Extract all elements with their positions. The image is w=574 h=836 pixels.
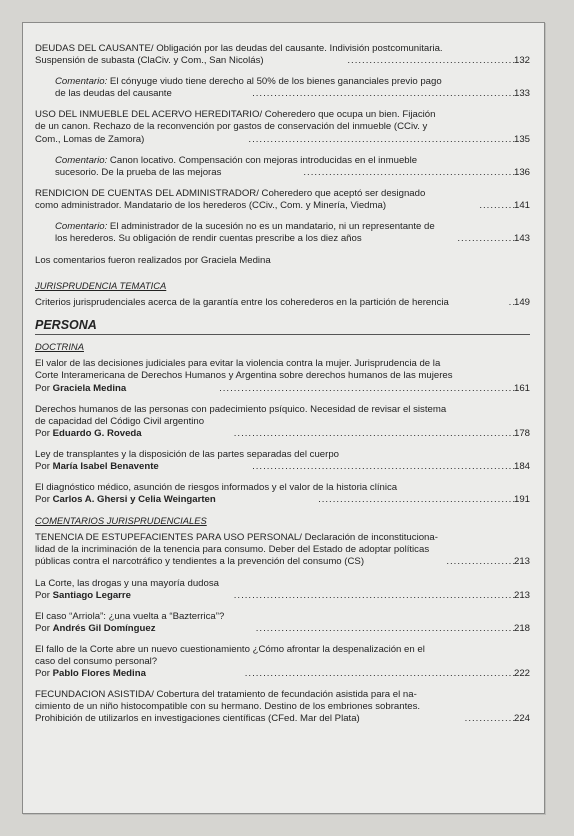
page-number: 184	[513, 460, 530, 472]
entry-text: El valor de las decisiones judiciales para evitar la violencia contra la mujer. Jurisprudencia de la	[35, 358, 441, 370]
toc-entry	[35, 404, 530, 440]
toc-entry	[35, 155, 530, 179]
entry-text: de las deudas del causante	[55, 88, 172, 100]
entry-text-line	[35, 556, 530, 568]
entry-text-line	[35, 121, 530, 133]
author-name: María Isabel Benavente	[52, 460, 159, 472]
toc-entry	[35, 611, 530, 635]
toc-entry	[35, 482, 530, 506]
entry-text: Com., Lomas de Zamora)	[35, 133, 145, 145]
page-number: 149	[513, 297, 530, 309]
author-line	[35, 668, 530, 680]
toc-entry	[35, 221, 530, 245]
entry-text-line	[35, 134, 530, 146]
entry-text-line	[35, 404, 530, 416]
author-line	[35, 461, 530, 473]
author-line	[35, 623, 530, 635]
leader-dots: .........................................................................	[248, 133, 516, 145]
entry-text-line	[35, 358, 530, 370]
section-heading-doctrina: DOCTRINA	[35, 341, 84, 353]
entry-text-line	[35, 644, 530, 656]
toc-entry	[35, 188, 530, 212]
page-number: 213	[513, 556, 530, 568]
toc-entry	[35, 449, 530, 473]
page-number: 218	[513, 622, 530, 634]
entry-text: Criterios jurisprudenciales acerca de la garantía entre los coherederos en la partición de herencia	[35, 297, 449, 309]
entry-text-line	[35, 188, 530, 200]
author-prefix: Por	[35, 382, 53, 394]
entry-text: cimiento de un niño histocompatible con su hermano. Destino de los embriones sobrantes.	[35, 701, 421, 713]
leader-dots: .............................................................................	[233, 427, 516, 439]
leader-dots: .................................................................................	[219, 382, 516, 394]
comments-note: Los comentarios fueron realizados por Graciela Medina	[35, 255, 271, 267]
entry-text: públicas contra el narcotráfico y tendientes a la prevención del consumo (CS)	[35, 556, 365, 568]
leader-dots: ..............	[464, 713, 516, 725]
comment-text: El administrador de la sucesión no es un mandatario, ni un representante de	[107, 221, 435, 233]
author-prefix: Por	[35, 622, 53, 634]
entry-text: como administrador. Mandatario de los herederos (CCiv., Com. y Minería, Viedma)	[35, 199, 387, 211]
entry-text: El diagnóstico médico, asunción de riesgos informados y el valor de la historia clínica	[35, 482, 398, 494]
toc-entry	[35, 689, 530, 725]
author-line	[35, 590, 530, 602]
entry-text-line	[35, 544, 530, 556]
entry-text: Prohibición de utilizarlos en investigaciones científicas (CFed. Mar del Plata)	[35, 713, 360, 725]
leader-dots: ................	[457, 233, 516, 245]
entry-text: Ley de transplantes y la disposición de las partes separadas del cuerpo	[35, 448, 339, 460]
entry-text: USO DEL INMUEBLE DEL ACERVO HEREDITARIO/ Coheredero que ocupa un bien. Fijación	[35, 109, 436, 121]
author-name: Andrés Gil Domínguez	[52, 622, 156, 634]
author-line	[35, 494, 530, 506]
toc-entry	[35, 43, 530, 67]
table-of-contents	[35, 43, 530, 734]
entry-text-line	[35, 611, 530, 623]
entry-text: El fallo de la Corte abre un nuevo cuestionamiento ¿Cómo afrontar la despenalización en el	[35, 643, 425, 655]
section-title-persona: PERSONA	[35, 318, 530, 335]
index-page	[22, 22, 545, 814]
toc-entry	[35, 109, 530, 145]
leader-dots: ..	[508, 297, 516, 309]
comment-label: Comentario:	[55, 154, 108, 166]
leader-dots: .............................................................................	[233, 589, 516, 601]
toc-entry	[35, 76, 530, 100]
comment-label: Comentario:	[55, 221, 108, 233]
entry-text-line	[35, 167, 530, 179]
page-number: 213	[513, 589, 530, 601]
entry-text: caso del consumo personal?	[35, 656, 158, 667]
toc-entry	[35, 358, 530, 394]
page-number: 178	[513, 427, 530, 439]
page-number: 191	[513, 494, 530, 506]
entry-text-line	[35, 713, 530, 725]
entry-text-line	[35, 701, 530, 713]
author-prefix: Por	[35, 460, 53, 472]
comment-label: Comentario:	[55, 76, 108, 88]
page-number: 143	[513, 233, 530, 245]
author-line	[35, 383, 530, 395]
entry-text-line	[35, 532, 530, 544]
entry-text: El caso “Arriola”: ¿una vuelta a “Bazterrica”?	[35, 610, 225, 622]
entry-text: DEUDAS DEL CAUSANTE/ Obligación por las deudas del causante. Indivisión postcomunitaria.	[35, 43, 443, 54]
author-name: Graciela Medina	[52, 382, 127, 394]
entry-text: de capacidad del Código Civil argentino	[35, 415, 205, 427]
comment-text: Canon locativo. Compensación con mejoras introducidas en el inmueble	[107, 154, 418, 166]
author-name: Eduardo G. Roveda	[52, 427, 142, 439]
author-name: Pablo Flores Medina	[52, 668, 146, 680]
author-prefix: Por	[35, 494, 53, 506]
entry-text: RENDICION DE CUENTAS DEL ADMINISTRADOR/ Coheredero que aceptó ser designado	[35, 187, 426, 199]
author-prefix: Por	[35, 427, 53, 439]
page-number: 135	[513, 133, 530, 145]
page-number: 141	[513, 199, 530, 211]
entry-text: TENENCIA DE ESTUPEFACIENTES PARA USO PERSONAL/ Declaración de inconstituciona-	[35, 532, 438, 544]
entry-text: Suspensión de subasta (ClaCiv. y Com., San Nicolás)	[35, 55, 264, 67]
leader-dots: ...................	[446, 556, 516, 568]
entry-text: sucesorio. De la prueba de las mejoras	[55, 166, 222, 178]
leader-dots: ......................................................	[318, 494, 516, 506]
entry-text-line	[35, 55, 530, 67]
entry-text: Corte Interamericana de Derechos Humanos y Argentina sobre derechos humanos de las mujeres	[35, 370, 453, 382]
entry-text-line	[35, 578, 530, 590]
toc-entry	[35, 644, 530, 680]
page-number: 222	[513, 668, 530, 680]
author-prefix: Por	[35, 668, 53, 680]
entry-text: lidad de la incriminación de la tenencia para consumo. Deber del Estado de adoptar políticas	[35, 544, 430, 556]
entry-text: Derechos humanos de las personas con padecimiento psíquico. Necesidad de revisar el sistema	[35, 403, 447, 415]
entry-text-line	[35, 297, 530, 309]
entry-text: los herederos. Su obligación de rendir cuentas prescribe a los diez años	[55, 233, 362, 245]
entry-text: La Corte, las drogas y una mayoría dudosa	[35, 577, 219, 589]
section-heading-comentarios: COMENTARIOS JURISPRUDENCIALES	[35, 515, 207, 527]
leader-dots: ..........	[479, 199, 516, 211]
page-number: 161	[513, 382, 530, 394]
section-heading-jurisprudencia: JURISPRUDENCIA TEMATICA	[35, 280, 167, 292]
entry-text-line	[35, 449, 530, 461]
entry-text-line	[35, 109, 530, 121]
leader-dots: .......................................................................	[255, 622, 516, 634]
entry-text-line	[35, 416, 530, 428]
entry-text-line	[35, 155, 530, 167]
author-line	[35, 428, 530, 440]
leader-dots: ..........................................................	[303, 166, 516, 178]
leader-dots: ........................................................................	[252, 88, 516, 100]
page-number: 132	[513, 55, 530, 67]
entry-text-line	[35, 43, 530, 55]
page-number: 133	[513, 88, 530, 100]
toc-entry	[35, 578, 530, 602]
page-number: 136	[513, 166, 530, 178]
entry-text: FECUNDACION ASISTIDA/ Cobertura del tratamiento de fecundación asistida para el na-	[35, 689, 417, 701]
author-name: Santiago Legarre	[52, 589, 131, 601]
toc-entry	[35, 532, 530, 568]
leader-dots: ..........................................................................	[244, 668, 516, 680]
author-prefix: Por	[35, 589, 53, 601]
leader-dots: ........................................................................	[252, 460, 516, 472]
comment-text: El cónyuge viudo tiene derecho al 50% de los bienes gananciales previo pago	[107, 76, 442, 88]
page-number: 224	[513, 713, 530, 725]
entry-text-line	[35, 233, 530, 245]
toc-entry	[35, 297, 530, 309]
entry-text-line	[35, 76, 530, 88]
entry-text-line	[35, 689, 530, 701]
entry-text-line	[35, 482, 530, 494]
entry-text-line	[35, 656, 530, 668]
entry-text-line	[35, 221, 530, 233]
entry-text-line	[35, 88, 530, 100]
author-name: Carlos A. Ghersi y Celia Weingarten	[52, 494, 216, 506]
leader-dots: ..............................................	[347, 55, 516, 67]
entry-text-line	[35, 200, 530, 212]
entry-text: de un canon. Rechazo de la reconvención por gastos de conservación del inmueble (CCiv. y	[35, 121, 428, 133]
entry-text-line	[35, 370, 530, 382]
